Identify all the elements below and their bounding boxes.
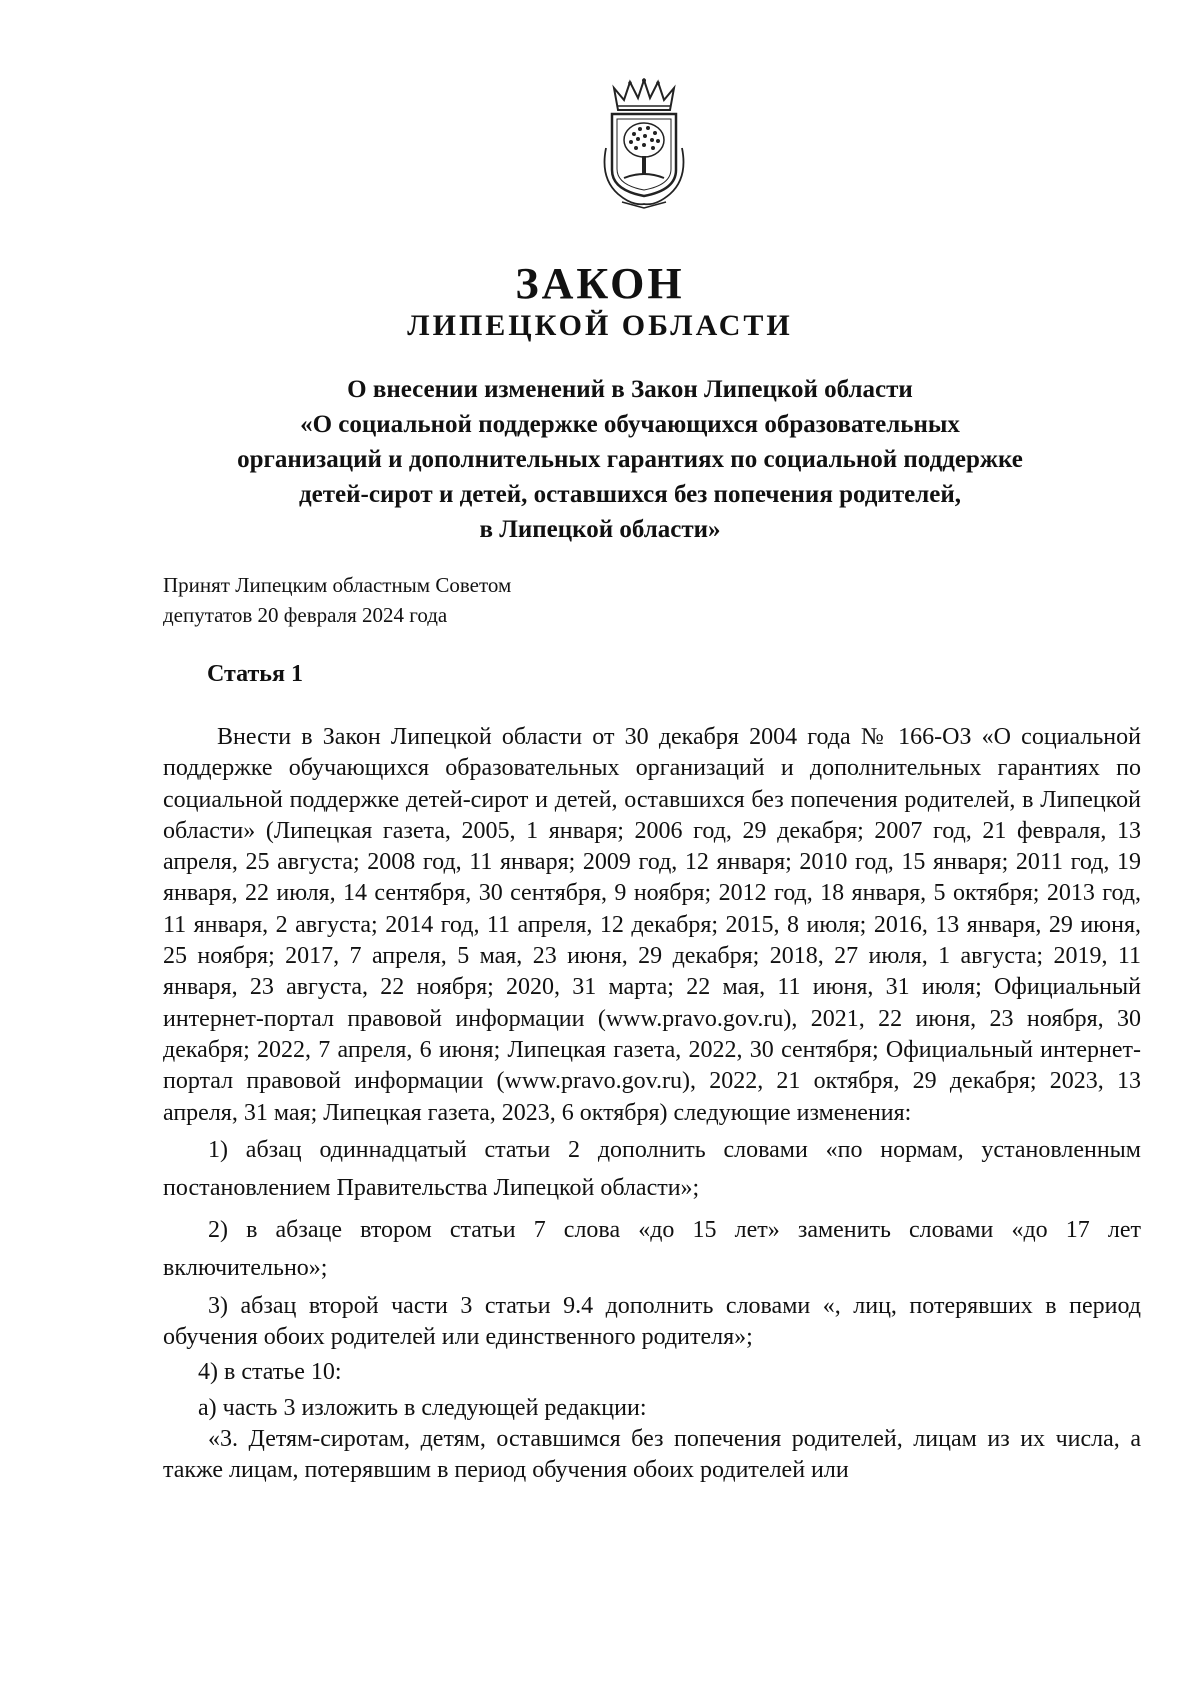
article-body [163,722,1141,1487]
law-title-line: «О социальной поддержке обучающихся образовательных [300,411,960,438]
law-title-line: в Липецкой области» [479,516,721,543]
law-title-line: О внесении изменений в Закон Липецкой области [347,376,913,403]
lipetsk-region-coat-of-arms-icon [598,78,690,210]
law-heading: ЗАКОН [515,259,685,308]
amendment-item: 4) в статье 10: [198,1359,342,1386]
amendment-item: «3. Детям-сиротам, детям, оставшимся без попечения родителей, лицам из их числа, а также лицам, потерявшим в период обучения обоих родителей или [163,1426,1141,1484]
amendment-item: а) часть 3 изложить в следующей редакции: [198,1394,647,1421]
adoption-note [163,570,763,630]
article-heading: Статья 1 [207,661,303,687]
amendment-item: 2) в абзаце втором статьи 7 слова «до 15 лет» заменить словами «до 17 лет включительно»; [163,1216,1141,1281]
amendment-item: 1) абзац одиннадцатый статьи 2 дополнить словами «по нормам, установленным постановлением Правительства Липецкой области»; [163,1136,1141,1201]
amendment-item: 3) абзац второй части 3 статьи 9.4 дополнить словами «, лиц, потерявших в период обучения обоих родителей или единственного родителя»; [163,1292,1141,1351]
law-title-line: организаций и дополнительных гарантиях по социальной поддержке [237,446,1023,473]
article-intro: Внести в Закон Липецкой области от 30 декабря 2004 года № 166-ОЗ «О социальной поддержке обучающихся образовательных организаций и дополнительных гарантиях по социальной поддержке детей-сирот и детей, оставшихся без попечения родителей, в Липецкой области» (Липецкая газета, 2005, 1 января; 2006 год, 29 декабря; 2007 год, 21 февраля, 13 апреля, 25 августа; 2008 год, 11 января; 2009 год, 12 января; 2010 год, 15 января; 2011 год, 19 января, 22 июля, 14 сентября, 30 сентября, 9 ноября; 2012 год, 18 января, 5 октября; 2013 год, 11 января, 2 августа; 2014 год, 11 апреля, 12 декабря; 2015, 8 июля; 2016, 13 января, 29 июня, 25 ноября; 2017, 7 апреля, 5 мая, 23 июня, 29 декабря; 2018, 27 июля, 1 августа; 2019, 11 января, 23 августа, 22 ноября; 2020, 31 марта; 22 мая, 11 июня, 31 июля; Официальный интернет-портал правовой информации (www.pravo.gov.ru), 2021, 22 июня, 23 ноября, 30 декабря; 2022, 7 апреля, 6 июня; Липецкая газета, 2022, 30 сентября; Официальный интернет-портал правовой информации (www.pravo.gov.ru), 2022, 21 октября, 29 декабря; 2023, 13 апреля, 31 мая; Липецкая газета, 2023, 6 октября) следующие изменения: [163,724,1141,1126]
region-heading: ЛИПЕЦКОЙ ОБЛАСТИ [407,309,793,342]
law-title-line: детей-сирот и детей, оставшихся без попечения родителей, [299,481,961,508]
adoption-note-line: депутатов 20 февраля 2024 года [163,603,448,627]
adoption-note-line: Принят Липецким областным Советом [163,573,512,597]
law-title [190,372,1070,547]
